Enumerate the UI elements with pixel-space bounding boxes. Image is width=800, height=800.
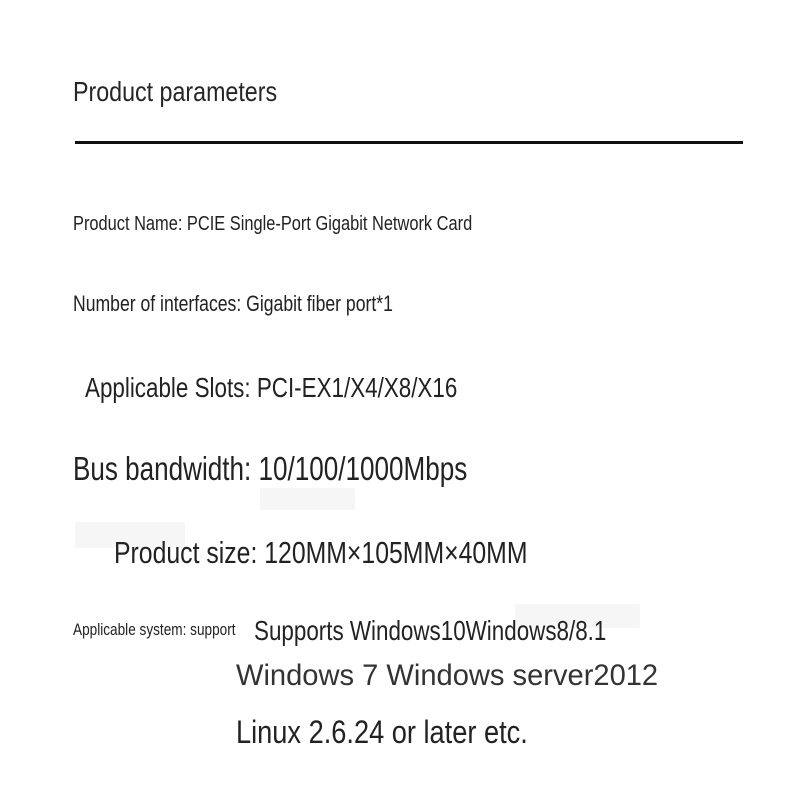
section-title: Product parameters: [73, 76, 278, 107]
product-size-line: Product size: 120MM×105MM×40MM: [114, 535, 528, 570]
applicable-slots-line: Applicable Slots: PCI-EX1/X4/X8/X16: [85, 372, 458, 403]
product-name-line: Product Name: PCIE Single-Port Gigabit Network Card: [73, 213, 473, 235]
background-ghost-mark: [260, 488, 355, 510]
applicable-system-line-1: Supports Windows10Windows8/8.1: [254, 615, 607, 646]
applicable-system-line-2: Windows 7 Windows server2012: [236, 659, 659, 692]
title-divider: [75, 141, 743, 144]
applicable-system-line-3: Linux 2.6.24 or later etc.: [236, 714, 528, 750]
applicable-system-label: Applicable system: support: [73, 620, 236, 639]
bus-bandwidth-line: Bus bandwidth: 10/100/1000Mbps: [73, 450, 468, 487]
interfaces-line: Number of interfaces: Gigabit fiber port*1: [73, 291, 393, 316]
